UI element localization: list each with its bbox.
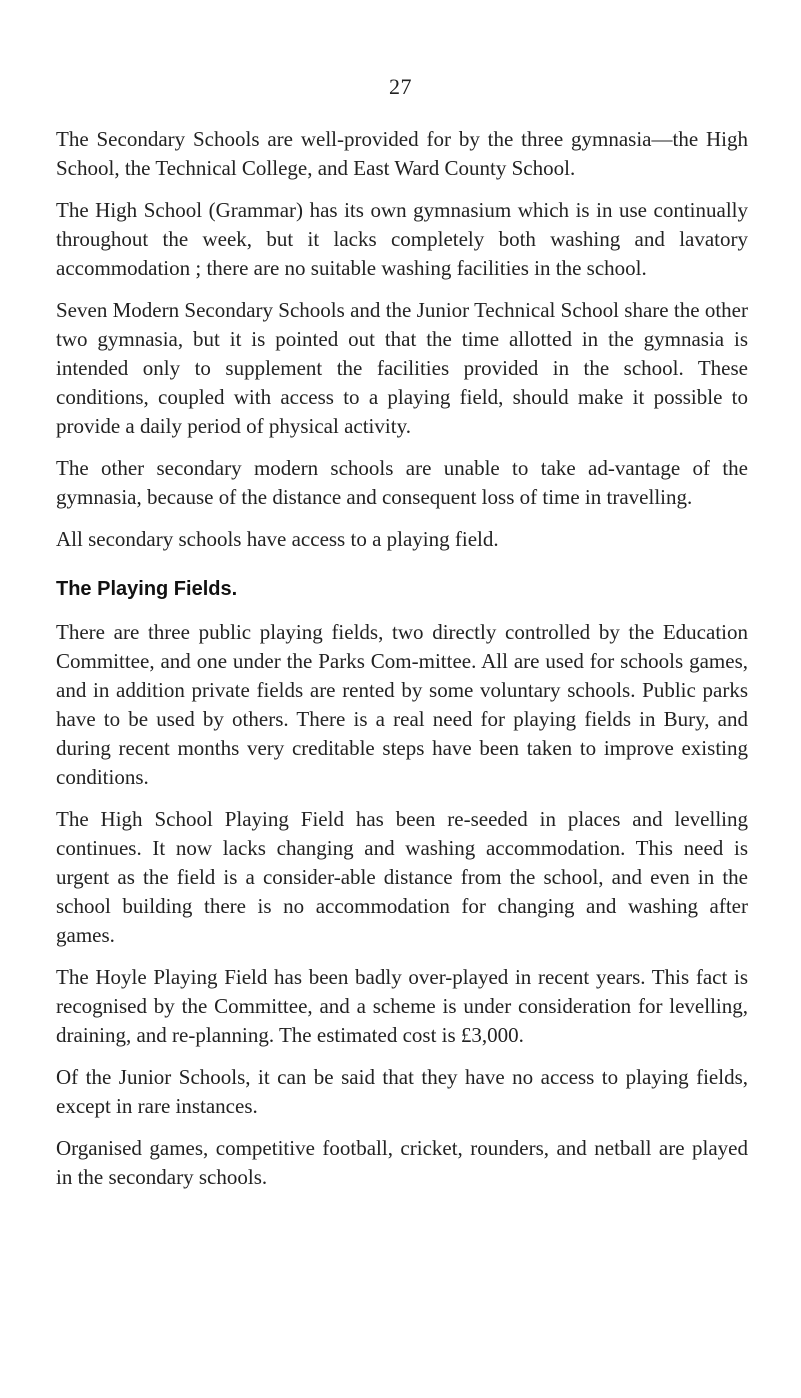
paragraph: Organised games, competitive football, cricket, rounders, and netball are played in the secondary schools. <box>56 1136 748 1189</box>
section-heading: The Playing Fields. <box>56 578 238 600</box>
paragraph: The Secondary Schools are well-provided for by the three gymnasia—the High School, the Technical College, and East Ward County School. <box>56 127 748 180</box>
page-number: 27 <box>389 74 412 99</box>
paragraph: All secondary schools have access to a playing field. <box>56 527 499 551</box>
paragraph: There are three public playing fields, two directly controlled by the Education Committee, and one under the Parks Com-mittee. All are used for schools games, and in addition private fields are rented by some voluntary schools. Public parks have to be used by others. There is a real need for playing fields in Bury, and during recent months very creditable steps have been taken to improve existing conditions. <box>56 620 748 789</box>
page-body <box>56 125 748 1205</box>
paragraph: The other secondary modern schools are unable to take ad-vantage of the gymnasia, because of the distance and consequent loss of time in travelling. <box>56 456 748 509</box>
paragraph: Seven Modern Secondary Schools and the Junior Technical School share the other two gymnasia, but it is pointed out that the time allotted in the gymnasia is intended only to supplement the facilities provided in the school. These conditions, coupled with access to a playing field, should make it possible to provide a daily period of physical activity. <box>56 298 748 438</box>
paragraph: Of the Junior Schools, it can be said that they have no access to playing fields, except in rare instances. <box>56 1065 748 1118</box>
paragraph: The Hoyle Playing Field has been badly over-played in recent years. This fact is recognised by the Committee, and a scheme is under consideration for levelling, draining, and re-planning. The estimated cost is £3,000. <box>56 965 748 1047</box>
paragraph: The High School Playing Field has been re-seeded in places and levelling continues. It now lacks changing and washing accommodation. This need is urgent as the field is a consider-able distance from the school, and even in the school building there is no accommodation for changing and washing after games. <box>56 807 748 947</box>
paragraph: The High School (Grammar) has its own gymnasium which is in use continually throughout the week, but it lacks completely both washing and lavatory accommodation ; there are no suitable washing facilities in the school. <box>56 198 748 280</box>
